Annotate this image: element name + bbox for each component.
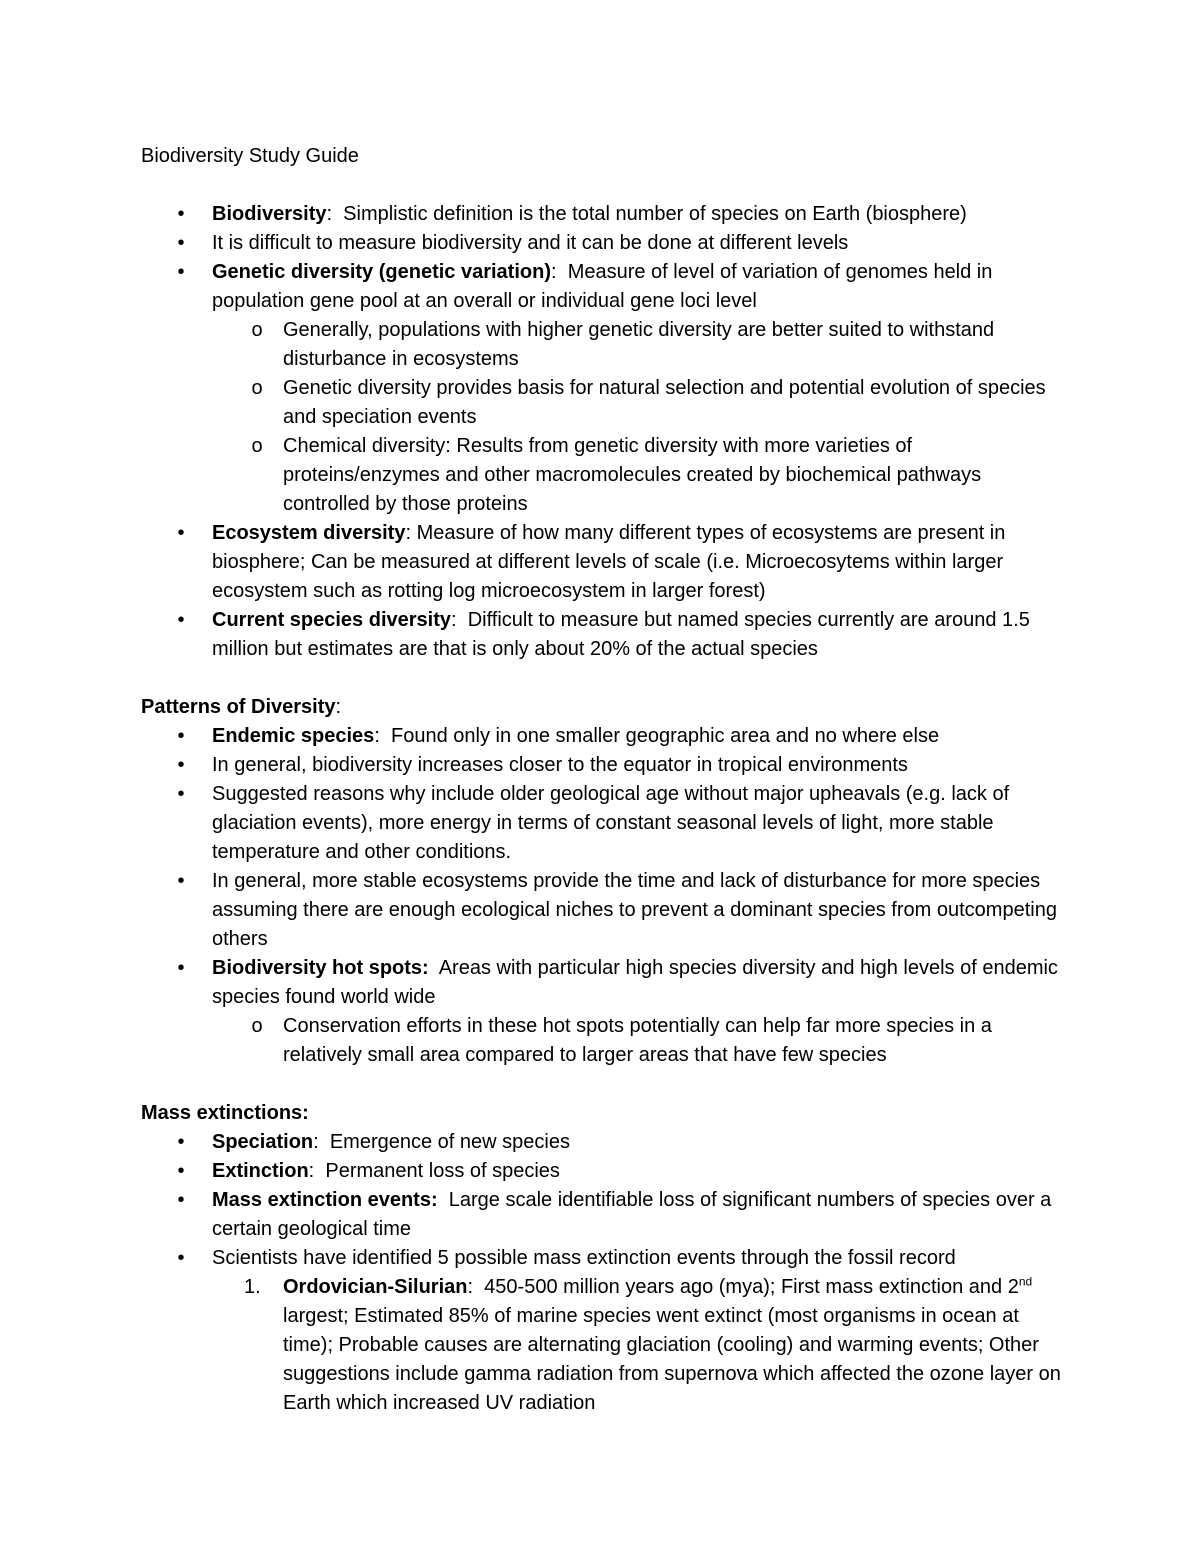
list-item: • Ecosystem diversity: Measure of how many different types of ecosystems are present in biosphere; Can be measured at different levels of scale (i.e. Microecosytems within larger ecosystem such as rotting log microecosystem in larger forest) [141, 519, 1071, 606]
definition: Permanent loss of species [325, 1160, 560, 1182]
list-item: • Scientists have identified 5 possible mass extinction events through the fossil record 1. Ordovician-Silurian: 450-500 million years ago (mya); First mass extinction and 2nd largest; Estimated 85% of marine species went extinct (most organisms in ocean at time); Probable causes are alternating glaciation (cooling) and warming events; Other suggestions include gamma radiation from supernova which affected the ozone layer on Earth which increased UV radiation [141, 1244, 1071, 1418]
bullet-icon: • [177, 1247, 185, 1269]
bullet-icon: • [177, 754, 185, 776]
term: Mass extinction events: [212, 1189, 438, 1211]
sub-list-item: o Generally, populations with higher genetic diversity are better suited to withstand disturbance in ecosystems [212, 316, 1071, 374]
term: Biodiversity [212, 203, 327, 225]
bullet-icon: • [177, 1189, 185, 1211]
definition: Measure of level of variation of genomes held in population gene pool at an overall or individual gene loci level [212, 261, 993, 312]
bullet-icon: • [177, 725, 185, 747]
definition: Areas with particular high species diversity and high levels of endemic species found world wide [212, 957, 1058, 1008]
sub-list-item: o Conservation efforts in these hot spots potentially can help far more species in a relatively small area compared to larger areas that have few species [212, 1012, 1071, 1070]
term: Speciation [212, 1131, 314, 1153]
list-item: • Genetic diversity (genetic variation): Measure of level of variation of genomes held in population gene pool at an overall or individual gene loci level o Generally, populations with higher genetic diversity are better suited to withstand disturbance in ecosystems o Genetic diversity provides basis for natural selection and potential evolution of species and speciation events o Chemical diversity: Results from genetic diversity with more varieties of proteins/enzymes and other macromolecules created by biochemical pathways controlled by those proteins [141, 258, 1071, 519]
definition: Large scale identifiable loss of significant numbers of species over a certain geological time [212, 1189, 1052, 1240]
term: Ecosystem diversity [212, 522, 406, 544]
numbered-item: 1. Ordovician-Silurian: 450-500 million years ago (mya); First mass extinction and 2nd largest; Estimated 85% of marine species went extinct (most organisms in ocean at time); Probable causes are alternating glaciation (cooling) and warming events; Other suggestions include gamma radiation from supernova which affected the ozone layer on Earth which increased UV radiation [244, 1274, 1061, 1414]
list-item: • Biodiversity: Simplistic definition is the total number of species on Earth (biosphere) [141, 200, 1071, 229]
sub-list [212, 1012, 1071, 1070]
definition: Emergence of new species [329, 1131, 570, 1153]
term: Extinction [212, 1160, 309, 1182]
bullet-icon: • [177, 261, 185, 283]
term: Ordovician-Silurian [283, 1276, 468, 1298]
bullet-icon: • [177, 783, 185, 805]
list-item [141, 1186, 1071, 1244]
numbered-list [212, 1273, 1071, 1418]
bullet-icon: • [177, 1160, 185, 1182]
document-body [141, 142, 1071, 1418]
sub-list [212, 316, 1071, 519]
page-title: Biodiversity Study Guide [141, 145, 359, 167]
bullet-icon: • [177, 609, 185, 631]
list-item: • Endemic species: Found only in one smaller geographic area and no where else [141, 722, 1071, 751]
list-item: • Extinction: Permanent loss of species [141, 1157, 1071, 1186]
definition: Difficult to measure but named species currently are around 1.5 million but estimates are that is only about 20% of the actual species [212, 609, 1030, 660]
patterns-list [141, 722, 1071, 1070]
section-heading-patterns: Patterns of Diversity: [141, 696, 342, 718]
sub-list-item: o Chemical diversity: Results from genetic diversity with more varieties of proteins/enzymes and other macromolecules created by biochemical pathways controlled by those proteins [212, 432, 1071, 519]
bullet-icon: • [177, 1131, 185, 1153]
list-item: • Speciation: Emergence of new species [141, 1128, 1071, 1157]
bullet-icon: • [177, 203, 185, 225]
item-number: 1. [244, 1276, 261, 1298]
term: Genetic diversity (genetic variation) [212, 261, 551, 283]
definition: Found only in one smaller geographic area and no where else [391, 725, 940, 747]
mass-extinctions-list [141, 1128, 1071, 1418]
list-item: • In general, biodiversity increases closer to the equator in tropical environments [141, 751, 1071, 780]
sub-list-item: o Genetic diversity provides basis for natural selection and potential evolution of species and speciation events [212, 374, 1071, 432]
term: Current species diversity [212, 609, 451, 631]
definition: Measure of how many different types of ecosystems are present in biosphere; Can be measured at different levels of scale (i.e. Microecosytems within larger ecosystem such as rotting log microecosystem in larger forest) [212, 522, 1006, 602]
term: Endemic species [212, 725, 375, 747]
section-heading-mass-extinctions: Mass extinctions: [141, 1102, 309, 1124]
definition: Simplistic definition is the total number of species on Earth (biosphere) [343, 203, 967, 225]
circle-bullet-icon: o [251, 1015, 263, 1037]
circle-bullet-icon: o [251, 319, 263, 341]
list-item [141, 229, 1071, 258]
list-item [141, 954, 1071, 1070]
bullet-icon: • [177, 957, 185, 979]
bullet-icon: • [177, 232, 185, 254]
list-item: • Current species diversity: Difficult to measure but named species currently are around 1.5 million but estimates are that is only about 20% of the actual species [141, 606, 1071, 664]
term: Biodiversity hot spots: [212, 957, 429, 979]
definition: It is difficult to measure biodiversity and it can be done at different levels [212, 232, 849, 254]
list-item: • In general, more stable ecosystems provide the time and lack of disturbance for more species assuming there are enough ecological niches to prevent a dominant species from outcompeting others [141, 867, 1071, 954]
circle-bullet-icon: o [251, 435, 263, 457]
biodiversity-list [141, 200, 1071, 664]
list-item: • Suggested reasons why include older geological age without major upheavals (e.g. lack of glaciation events), more energy in terms of constant seasonal levels of light, more stable temperature and other conditions. [141, 780, 1071, 867]
bullet-icon: • [177, 522, 185, 544]
bullet-icon: • [177, 870, 185, 892]
circle-bullet-icon: o [251, 377, 263, 399]
